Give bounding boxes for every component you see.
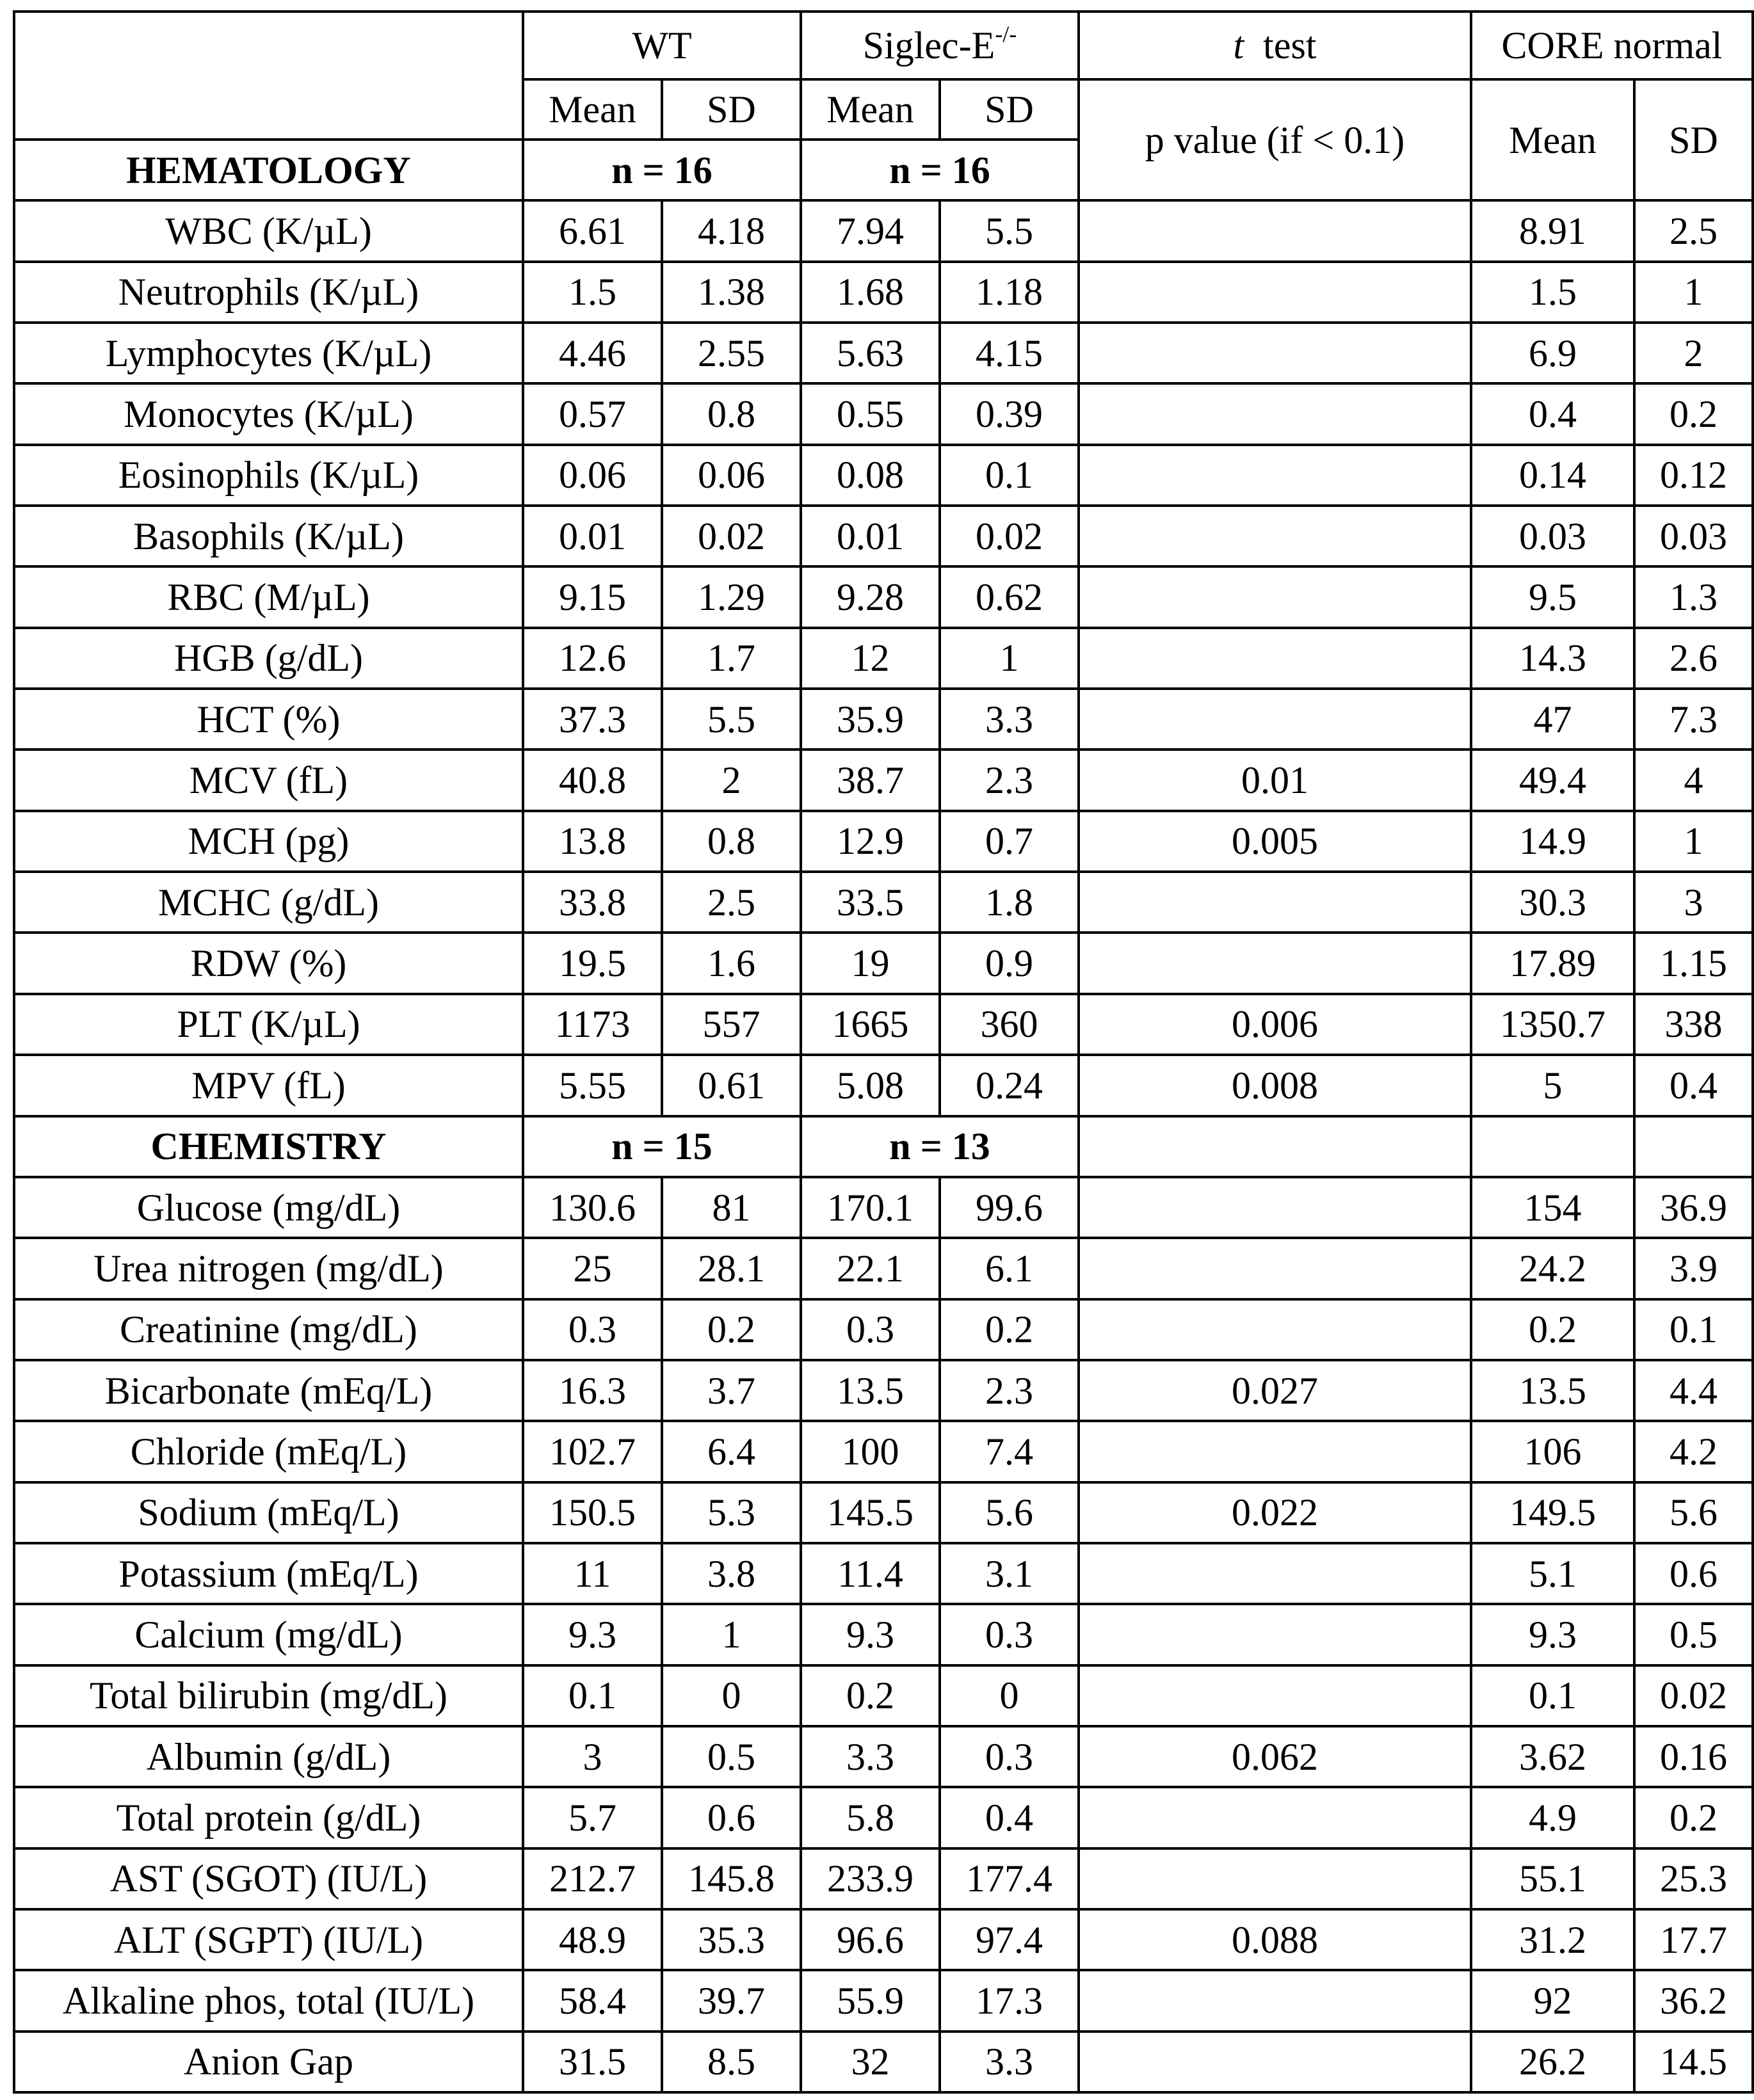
header-wt: WT: [523, 12, 801, 79]
row-label: WBC (K/µL): [14, 200, 523, 261]
cell-ko-sd: 2.3: [940, 749, 1079, 810]
row-label: Lymphocytes (K/µL): [14, 323, 523, 383]
cell-p: [1079, 628, 1471, 689]
cell-core-sd: 0.12: [1634, 445, 1753, 506]
table-row: [14, 566, 1753, 627]
lab-values-table: [13, 10, 1754, 2094]
cell-core-mean: 5: [1471, 1055, 1634, 1116]
cell-wt-sd: 28.1: [662, 1238, 801, 1299]
cell-wt-mean: 48.9: [523, 1909, 662, 1970]
row-label: Anion Gap: [14, 2032, 523, 2092]
cell-core-sd: 1.3: [1634, 566, 1753, 627]
cell-ko-sd: 6.1: [940, 1238, 1079, 1299]
cell-wt-mean: 25: [523, 1238, 662, 1299]
table-row: [14, 445, 1753, 506]
row-label: HGB (g/dL): [14, 628, 523, 689]
cell-core-mean: 0.1: [1471, 1665, 1634, 1726]
row-label: HCT (%): [14, 689, 523, 749]
cell-p: 0.062: [1079, 1726, 1471, 1787]
cell-ko-mean: 13.5: [801, 1360, 940, 1421]
table-row: [14, 323, 1753, 383]
cell-wt-mean: 16.3: [523, 1360, 662, 1421]
row-label: MCV (fL): [14, 749, 523, 810]
row-label: AST (SGOT) (IU/L): [14, 1848, 523, 1909]
table-row: [14, 1299, 1753, 1360]
table-row: [14, 506, 1753, 566]
cell-wt-mean: 33.8: [523, 872, 662, 933]
cell-core-sd: 0.02: [1634, 1665, 1753, 1726]
cell-p: [1079, 262, 1471, 323]
cell-core-sd: 3.9: [1634, 1238, 1753, 1299]
cell-p: [1079, 1238, 1471, 1299]
cell-ko-mean: 22.1: [801, 1238, 940, 1299]
cell-ko-mean: 0.08: [801, 445, 940, 506]
cell-wt-sd: 5.5: [662, 689, 801, 749]
cell-p: [1079, 933, 1471, 993]
cell-p: [1079, 506, 1471, 566]
cell-ko-sd: 97.4: [940, 1909, 1079, 1970]
cell-ko-sd: 3.3: [940, 2032, 1079, 2092]
wt-sample-size: n = 16: [523, 140, 801, 200]
cell-wt-mean: 40.8: [523, 749, 662, 810]
row-label: Monocytes (K/µL): [14, 383, 523, 444]
cell-wt-sd: 35.3: [662, 1909, 801, 1970]
cell-wt-mean: 9.3: [523, 1604, 662, 1665]
cell-ko-mean: 32: [801, 2032, 940, 2092]
cell-core-sd: 0.03: [1634, 506, 1753, 566]
cell-p: [1079, 566, 1471, 627]
table-row: [14, 933, 1753, 993]
row-label: Calcium (mg/dL): [14, 1604, 523, 1665]
cell-wt-mean: 102.7: [523, 1421, 662, 1482]
cell-wt-mean: 5.55: [523, 1055, 662, 1116]
cell-ko-sd: 0.9: [940, 933, 1079, 993]
ko-sample-size: n = 16: [801, 140, 1079, 200]
cell-wt-mean: 9.15: [523, 566, 662, 627]
cell-ko-sd: 7.4: [940, 1421, 1079, 1482]
cell-core-sd: 4.2: [1634, 1421, 1753, 1482]
row-label: Glucose (mg/dL): [14, 1177, 523, 1238]
cell-wt-sd: 2: [662, 749, 801, 810]
cell-p: [1079, 1848, 1471, 1909]
table-row: [14, 1421, 1753, 1482]
row-label: Bicarbonate (mEq/L): [14, 1360, 523, 1421]
cell-core-mean: 0.2: [1471, 1299, 1634, 1360]
header-ko-sd: SD: [940, 79, 1079, 140]
cell-core-mean: 149.5: [1471, 1482, 1634, 1543]
cell-ko-mean: 100: [801, 1421, 940, 1482]
cell-wt-sd: 81: [662, 1177, 801, 1238]
table-row: [14, 1177, 1753, 1238]
header-siglec-e-base: Siglec-E: [862, 24, 995, 67]
row-label: ALT (SGPT) (IU/L): [14, 1909, 523, 1970]
row-label: MCH (pg): [14, 811, 523, 872]
cell-ko-mean: 7.94: [801, 200, 940, 261]
cell-core-sd: 2: [1634, 323, 1753, 383]
header-row-groups: [14, 12, 1753, 79]
cell-p: 0.088: [1079, 1909, 1471, 1970]
cell-ko-sd: 5.5: [940, 200, 1079, 261]
cell-ko-sd: 360: [940, 994, 1079, 1055]
row-label: MPV (fL): [14, 1055, 523, 1116]
header-siglec-e-knockout: [801, 12, 1079, 79]
cell-core-mean: 154: [1471, 1177, 1634, 1238]
table-row: [14, 1787, 1753, 1848]
cell-wt-sd: 0.5: [662, 1726, 801, 1787]
cell-core-sd: 0.5: [1634, 1604, 1753, 1665]
cell-core-mean: 106: [1471, 1421, 1634, 1482]
cell-core-mean: 6.9: [1471, 323, 1634, 383]
cell-wt-sd: 5.3: [662, 1482, 801, 1543]
cell-wt-mean: 0.57: [523, 383, 662, 444]
cell-wt-mean: 6.61: [523, 200, 662, 261]
cell-ko-mean: 5.8: [801, 1787, 940, 1848]
cell-wt-sd: 0.06: [662, 445, 801, 506]
cell-wt-mean: 5.7: [523, 1787, 662, 1848]
section-title: CHEMISTRY: [14, 1116, 523, 1177]
cell-p: [1079, 445, 1471, 506]
table-row: [14, 200, 1753, 261]
row-label: RDW (%): [14, 933, 523, 993]
table-row: [14, 383, 1753, 444]
cell-core-sd: 2.6: [1634, 628, 1753, 689]
cell-wt-sd: 1.6: [662, 933, 801, 993]
cell-core-mean: 31.2: [1471, 1909, 1634, 1970]
table-row: [14, 749, 1753, 810]
cell-p: [1079, 689, 1471, 749]
cell-wt-sd: 0.2: [662, 1299, 801, 1360]
table-row: [14, 811, 1753, 872]
section-title: HEMATOLOGY: [14, 140, 523, 200]
table-row: [14, 689, 1753, 749]
cell-wt-sd: 0.6: [662, 1787, 801, 1848]
cell-ko-sd: 1: [940, 628, 1079, 689]
row-label: Total protein (g/dL): [14, 1787, 523, 1848]
header-core-sd: SD: [1634, 79, 1753, 200]
cell-core-sd: 0.2: [1634, 383, 1753, 444]
cell-wt-mean: 212.7: [523, 1848, 662, 1909]
cell-core-mean: 0.4: [1471, 383, 1634, 444]
cell-core-sd: 1: [1634, 811, 1753, 872]
cell-ko-sd: 0.02: [940, 506, 1079, 566]
section-header-row: [14, 1116, 1753, 1177]
cell-ko-sd: 0.39: [940, 383, 1079, 444]
table-row: [14, 1238, 1753, 1299]
header-wt-sd: SD: [662, 79, 801, 140]
cell-ko-sd: 0.1: [940, 445, 1079, 506]
cell-core-mean: 92: [1471, 1970, 1634, 2031]
row-label: Potassium (mEq/L): [14, 1543, 523, 1604]
cell-ko-mean: 9.3: [801, 1604, 940, 1665]
cell-wt-mean: 58.4: [523, 1970, 662, 2031]
cell-core-mean: 47: [1471, 689, 1634, 749]
table-row: [14, 262, 1753, 323]
table-row: [14, 1665, 1753, 1726]
cell-core-sd: 0.1: [1634, 1299, 1753, 1360]
row-label: Creatinine (mg/dL): [14, 1299, 523, 1360]
cell-p: [1079, 1970, 1471, 2031]
cell-p: [1079, 383, 1471, 444]
cell-core-sd: 36.9: [1634, 1177, 1753, 1238]
cell-ko-sd: 5.6: [940, 1482, 1079, 1543]
cell-core-mean: 55.1: [1471, 1848, 1634, 1909]
cell-wt-mean: 0.01: [523, 506, 662, 566]
cell-p: [1079, 1299, 1471, 1360]
cell-wt-sd: 6.4: [662, 1421, 801, 1482]
cell-wt-mean: 31.5: [523, 2032, 662, 2092]
header-t-test: [1079, 12, 1471, 79]
cell-core-sd: 2.5: [1634, 200, 1753, 261]
cell-ko-mean: 38.7: [801, 749, 940, 810]
cell-ko-mean: 5.63: [801, 323, 940, 383]
cell-p: [1079, 1543, 1471, 1604]
cell-p: [1079, 200, 1471, 261]
row-label: RBC (M/µL): [14, 566, 523, 627]
cell-p: [1079, 1421, 1471, 1482]
cell-wt-sd: 1.38: [662, 262, 801, 323]
table-row: [14, 628, 1753, 689]
cell-core-sd: 7.3: [1634, 689, 1753, 749]
cell-p: [1079, 1604, 1471, 1665]
cell-ko-sd: 0.3: [940, 1604, 1079, 1665]
row-label: MCHC (g/dL): [14, 872, 523, 933]
cell-wt-sd: 0.8: [662, 383, 801, 444]
cell-core-mean: 49.4: [1471, 749, 1634, 810]
cell-core-sd: 14.5: [1634, 2032, 1753, 2092]
cell-core-sd: 1: [1634, 262, 1753, 323]
cell-wt-mean: 0.3: [523, 1299, 662, 1360]
cell-core-mean: 14.3: [1471, 628, 1634, 689]
cell-wt-mean: 3: [523, 1726, 662, 1787]
cell-wt-sd: 1.29: [662, 566, 801, 627]
wt-sample-size: n = 15: [523, 1116, 801, 1177]
cell-ko-sd: 0: [940, 1665, 1079, 1726]
cell-ko-mean: 0.2: [801, 1665, 940, 1726]
cell-wt-mean: 12.6: [523, 628, 662, 689]
cell-ko-mean: 19: [801, 933, 940, 993]
cell-core-sd: 3: [1634, 872, 1753, 933]
cell-core-sd: 0.16: [1634, 1726, 1753, 1787]
cell-core-sd: 36.2: [1634, 1970, 1753, 2031]
cell-core-mean: 1350.7: [1471, 994, 1634, 1055]
cell-wt-sd: 2.5: [662, 872, 801, 933]
cell-ko-sd: 3.3: [940, 689, 1079, 749]
cell-ko-mean: 0.01: [801, 506, 940, 566]
cell-wt-mean: 1173: [523, 994, 662, 1055]
cell-wt-sd: 557: [662, 994, 801, 1055]
cell-core-mean: 30.3: [1471, 872, 1634, 933]
cell-ko-mean: 233.9: [801, 1848, 940, 1909]
cell-wt-mean: 0.06: [523, 445, 662, 506]
cell-wt-sd: 3.7: [662, 1360, 801, 1421]
cell-core-mean: 8.91: [1471, 200, 1634, 261]
cell-ko-sd: 2.3: [940, 1360, 1079, 1421]
table-row: [14, 1360, 1753, 1421]
cell-core-mean: 4.9: [1471, 1787, 1634, 1848]
table-row: [14, 1482, 1753, 1543]
header-ko-mean: Mean: [801, 79, 940, 140]
cell-p: [1079, 323, 1471, 383]
cell-core-sd: 4: [1634, 749, 1753, 810]
row-label: Albumin (g/dL): [14, 1726, 523, 1787]
cell-wt-sd: 0: [662, 1665, 801, 1726]
cell-ko-mean: 96.6: [801, 1909, 940, 1970]
cell-ko-mean: 11.4: [801, 1543, 940, 1604]
header-siglec-e-superscript: -/-: [995, 21, 1017, 47]
cell-ko-mean: 12.9: [801, 811, 940, 872]
cell-wt-sd: 1.7: [662, 628, 801, 689]
cell-wt-mean: 0.1: [523, 1665, 662, 1726]
cell-p: [1079, 2032, 1471, 2092]
cell-ko-mean: 145.5: [801, 1482, 940, 1543]
table-row: [14, 1604, 1753, 1665]
cell-core-mean: 9.5: [1471, 566, 1634, 627]
cell-ko-sd: 0.24: [940, 1055, 1079, 1116]
cell-ko-mean: 5.08: [801, 1055, 940, 1116]
table-row: [14, 1543, 1753, 1604]
cell-wt-mean: 19.5: [523, 933, 662, 993]
table-row: [14, 1909, 1753, 1970]
cell-ko-sd: 1.8: [940, 872, 1079, 933]
cell-core-sd: 17.7: [1634, 1909, 1753, 1970]
cell-ko-mean: 33.5: [801, 872, 940, 933]
cell-core-mean: 5.1: [1471, 1543, 1634, 1604]
cell-ko-mean: 1665: [801, 994, 940, 1055]
cell-ko-sd: 3.1: [940, 1543, 1079, 1604]
cell-ko-mean: 0.55: [801, 383, 940, 444]
row-label: Sodium (mEq/L): [14, 1482, 523, 1543]
row-label: Basophils (K/µL): [14, 506, 523, 566]
cell-ko-sd: 0.62: [940, 566, 1079, 627]
cell-core-sd: 4.4: [1634, 1360, 1753, 1421]
ko-sample-size: n = 13: [801, 1116, 1079, 1177]
cell-wt-sd: 2.55: [662, 323, 801, 383]
cell-p: 0.027: [1079, 1360, 1471, 1421]
cell-ko-mean: 35.9: [801, 689, 940, 749]
cell-p: [1079, 1177, 1471, 1238]
cell-wt-sd: 4.18: [662, 200, 801, 261]
cell-core-mean: 1.5: [1471, 262, 1634, 323]
cell-p: [1079, 872, 1471, 933]
cell-ko-sd: 0.4: [940, 1787, 1079, 1848]
cell-p: [1079, 1665, 1471, 1726]
empty-cell: [1471, 1116, 1634, 1177]
table-row: [14, 994, 1753, 1055]
header-p-value: p value (if < 0.1): [1079, 79, 1471, 200]
cell-wt-sd: 145.8: [662, 1848, 801, 1909]
cell-core-mean: 3.62: [1471, 1726, 1634, 1787]
header-blank-cell: [14, 12, 523, 140]
cell-p: [1079, 1787, 1471, 1848]
table-row: [14, 2032, 1753, 2092]
empty-cell: [1634, 1116, 1753, 1177]
cell-ko-sd: 4.15: [940, 323, 1079, 383]
cell-wt-sd: 1: [662, 1604, 801, 1665]
cell-core-sd: 0.2: [1634, 1787, 1753, 1848]
cell-ko-sd: 99.6: [940, 1177, 1079, 1238]
row-label: Neutrophils (K/µL): [14, 262, 523, 323]
cell-ko-sd: 177.4: [940, 1848, 1079, 1909]
cell-wt-sd: 8.5: [662, 2032, 801, 2092]
cell-core-mean: 9.3: [1471, 1604, 1634, 1665]
cell-ko-sd: 0.3: [940, 1726, 1079, 1787]
cell-ko-sd: 17.3: [940, 1970, 1079, 2031]
cell-ko-mean: 3.3: [801, 1726, 940, 1787]
cell-ko-mean: 170.1: [801, 1177, 940, 1238]
cell-core-mean: 13.5: [1471, 1360, 1634, 1421]
cell-wt-mean: 37.3: [523, 689, 662, 749]
row-label: Alkaline phos, total (IU/L): [14, 1970, 523, 2031]
cell-ko-mean: 1.68: [801, 262, 940, 323]
cell-core-mean: 17.89: [1471, 933, 1634, 993]
cell-core-mean: 24.2: [1471, 1238, 1634, 1299]
row-label: PLT (K/µL): [14, 994, 523, 1055]
cell-wt-mean: 1.5: [523, 262, 662, 323]
cell-wt-sd: 0.8: [662, 811, 801, 872]
cell-ko-mean: 55.9: [801, 1970, 940, 2031]
cell-p: 0.01: [1079, 749, 1471, 810]
cell-wt-sd: 3.8: [662, 1543, 801, 1604]
header-t-italic: t: [1233, 24, 1244, 67]
row-label: Eosinophils (K/µL): [14, 445, 523, 506]
row-label: Total bilirubin (mg/dL): [14, 1665, 523, 1726]
cell-core-sd: 338: [1634, 994, 1753, 1055]
header-test-word: test: [1263, 24, 1317, 67]
cell-core-mean: 14.9: [1471, 811, 1634, 872]
table-row: [14, 1970, 1753, 2031]
cell-p: 0.005: [1079, 811, 1471, 872]
cell-wt-mean: 11: [523, 1543, 662, 1604]
cell-ko-sd: 0.7: [940, 811, 1079, 872]
cell-core-sd: 0.4: [1634, 1055, 1753, 1116]
cell-core-sd: 5.6: [1634, 1482, 1753, 1543]
cell-core-sd: 0.6: [1634, 1543, 1753, 1604]
cell-core-mean: 26.2: [1471, 2032, 1634, 2092]
cell-core-sd: 25.3: [1634, 1848, 1753, 1909]
table-row: [14, 872, 1753, 933]
cell-ko-mean: 12: [801, 628, 940, 689]
table-row: [14, 1055, 1753, 1116]
table-row: [14, 1848, 1753, 1909]
cell-core-sd: 1.15: [1634, 933, 1753, 993]
cell-p: 0.006: [1079, 994, 1471, 1055]
cell-wt-mean: 4.46: [523, 323, 662, 383]
cell-p: 0.008: [1079, 1055, 1471, 1116]
header-wt-mean: Mean: [523, 79, 662, 140]
cell-core-mean: 0.03: [1471, 506, 1634, 566]
row-label: Chloride (mEq/L): [14, 1421, 523, 1482]
header-core-normal: CORE normal: [1471, 12, 1753, 79]
cell-p: 0.022: [1079, 1482, 1471, 1543]
cell-ko-sd: 1.18: [940, 262, 1079, 323]
cell-ko-sd: 0.2: [940, 1299, 1079, 1360]
cell-wt-mean: 130.6: [523, 1177, 662, 1238]
header-core-mean: Mean: [1471, 79, 1634, 200]
cell-wt-sd: 0.61: [662, 1055, 801, 1116]
cell-core-mean: 0.14: [1471, 445, 1634, 506]
cell-wt-mean: 13.8: [523, 811, 662, 872]
row-label: Urea nitrogen (mg/dL): [14, 1238, 523, 1299]
cell-wt-mean: 150.5: [523, 1482, 662, 1543]
cell-wt-sd: 0.02: [662, 506, 801, 566]
cell-ko-mean: 9.28: [801, 566, 940, 627]
table-row: [14, 1726, 1753, 1787]
cell-ko-mean: 0.3: [801, 1299, 940, 1360]
cell-wt-sd: 39.7: [662, 1970, 801, 2031]
empty-cell: [1079, 1116, 1471, 1177]
